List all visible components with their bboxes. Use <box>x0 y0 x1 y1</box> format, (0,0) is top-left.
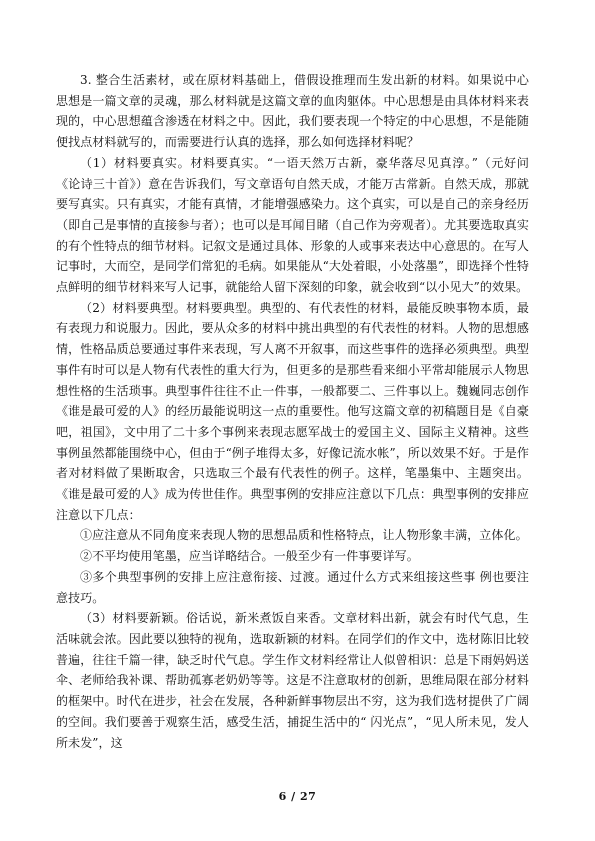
list-item-point-3: ③多个典型事例的安排上应注意衔接、过渡。通过什么方式来组接这些事 例也要注意技巧。 <box>56 569 529 605</box>
list-item-point-2: ②不平均使用笔墨，应当详略结合。一般至少有一件事要详写。 <box>80 549 419 564</box>
paragraph-material-novel: （3）材料要新颖。俗话说，新米煮饭自来香。文章材料出新，就会有时代气息，生活味就会浓。因此要以独特的视角，选取新颖的材料。在同学们的作文中，选材陈旧比较普遍，往往千篇一律，缺乏时代气息。学生作文材料经常让人似曾相识：总是下雨妈妈送伞、老师给我补课、帮助孤寡老奶奶等等。这是不注意取材的创新，思维局限在部分材料的框架中。时代在进步，社会在发展，各种新鲜事物层出不穷，这为我们选材提供了广阔的空间。我们要善于观察生活，感受生活，捕捉生活中的“ 闪光点”，“见人所未见，发人所未发”，这 <box>56 611 529 750</box>
page-number <box>0 790 595 803</box>
body-text <box>56 70 529 753</box>
paragraph-material-typical: （2）材料要典型。材料要典型。典型的、有代表性的材料，最能反映事物本质，最有表现力和说服力。因此，要从众多的材料中挑出典型的有代表性的材料。人物的思想感情，性格品质总要通过事件来表现，写人离不开叙事，而这些事件的选择必须典型。典型事件有时可以是人物有代表性的重大行为，但更多的是那些看来细小平常却能展示人物思想性格的生活琐事。典型事件往往不止一件事，一般都要二、三件事以上。魏巍同志创作《谁是最可爱的人》的经历最能说明这一点的重要性。他写这篇文章的初稿题目是《自豪吧，祖国》，文中用了二十多个事例来表现志愿军战士的爱国主义、国际主义精神。这些事例虽然都能围绕中心，但由于“例子堆得太多，好像记流水帐”，所以效果不好。于是作者对材料做了果断取舍，只选取三个最有代表性的例子。这样，笔墨集中、主题突出。《谁是最可爱的人》成为传世佳作。典型事例的安排应注意以下几点：典型事例的安排应注意以下几点： <box>56 300 529 522</box>
page-total: 27 <box>300 790 317 803</box>
paragraph-integrate-material: 3. 整合生活素材，或在原材料基础上，借假设推理而生发出新的材料。如果说中心思想是一篇文章的灵魂，那么材料就是这篇文章的血肉躯体。中心思想是由具体材料来表现的，中心思想蕴含渗透在材料之中。因此，我们要表现一个特定的中心思想，不是能随便找点材料就写的，而需要进行认真的选择，那么如何选择材料呢？ <box>56 73 529 150</box>
paragraph-material-real: （1）材料要真实。材料要真实。“一语天然万古新，豪华落尽见真淳。”（元好问《论诗三十首》）意在告诉我们，写文章语句自然天成，才能万古常新。自然天成，那就要写真实。只有真实，才能有真情，才能增强感染力。这个真实，可以是自己的亲身经历（即自己是事情的直接参与者）；也可以是耳闻目睹（自己作为旁观者）。尤其要选取真实的有个性特点的细节材料。记叙文是通过具体、形象的人或事来表达中心意思的。在写人记事时，大而空，是同学们常犯的毛病。如果能从“大处着眼，小处落墨”，即选择个性特点鲜明的细节材料来写人记事，就能给人留下深刻的印象，就会收到“以小见大”的效果。 <box>56 155 529 295</box>
page-current: 6 <box>278 790 287 803</box>
page-separator: / <box>286 790 301 803</box>
list-item-point-1: ①应注意从不同角度来表现人物的思想品质和性格特点，让人物形象丰满，立体化。 <box>80 528 528 543</box>
